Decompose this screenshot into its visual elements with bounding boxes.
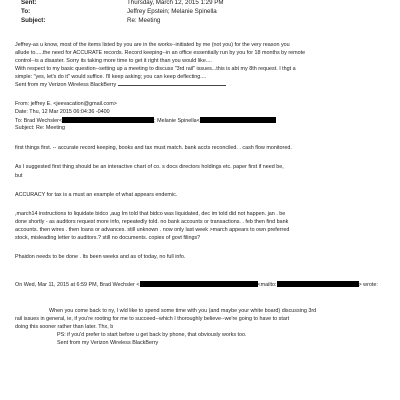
quote-line: PS: if you'd prefer to start before u get back by phone, that obviously works too. bbox=[57, 332, 247, 338]
reply-line: simple: "yes, let's do it" would suffice. I'll keep asking; you can keep deflecting.... bbox=[15, 74, 207, 80]
quote-line: Sent from my Verizon Wireless BlackBerry bbox=[57, 340, 159, 346]
fwd-subject: Subject: Re: Meeting bbox=[15, 125, 66, 131]
subject-label: Subject: bbox=[21, 17, 46, 24]
fwd-to-mid: ; Melanie Spinella< bbox=[154, 118, 200, 124]
redaction-block bbox=[62, 117, 154, 123]
fwd-to bbox=[15, 117, 276, 125]
sent-label: Sent: bbox=[21, 0, 37, 6]
sent-value: Thursday, March 12, 2015 1:29 PM bbox=[127, 0, 224, 6]
subject-value: Re: Meeting bbox=[127, 17, 161, 24]
body-line: ACCURACY for tax is a must an example of what appears endemic. bbox=[15, 192, 178, 198]
signature-line bbox=[15, 82, 226, 89]
fwd-date: Date: Thu, 12 Mar 2015 06:04:36 -0400 bbox=[15, 109, 110, 115]
signature-text: Sent from my Verizon Wireless BlackBerry bbox=[15, 82, 117, 88]
body-line: stock, misleading letter to auditors.? still no documents. copies of govt filings? bbox=[15, 235, 201, 241]
to-value: Jeffrey Epstein; Melanie Spinella bbox=[127, 8, 217, 15]
body-line: As I suggested first thing should be an interactive chart of co. s docs directors holdings etc. paper first if need be, bbox=[15, 164, 284, 170]
body-line: first things first. -- accurate record keeping, books and tax must match. bank accts reconciled. . cash flow monitored. bbox=[15, 145, 292, 151]
quote-header-suffix: > wrote: bbox=[358, 282, 378, 288]
quote-line: When you come back to ny, I wld like to spend some time with you (and maybe your white board) discussing 3rd bbox=[49, 308, 317, 314]
reply-line: Jeffrey-as u know, most of the items listed by you are in the works--initiated by me (not you) for the very reason you bbox=[15, 42, 290, 48]
body-line: ,march14 instructions to liquidate bidco ,aug Im told that bidco was liquidated, dec im told did not happen. jan . be bbox=[15, 211, 286, 217]
fwd-from: From: jeffrey E. <jeevacation@gmail.com> bbox=[15, 101, 117, 107]
signature-rule bbox=[118, 85, 226, 86]
fwd-to-prefix: To: Brad Wechsler< bbox=[15, 118, 63, 124]
quote-header bbox=[15, 281, 378, 289]
reply-line: With respect to my basic question--setting up a meeting to discuss "3rd rail" issues...this is abt my 8th request. I thgt a bbox=[15, 66, 296, 72]
redaction-block bbox=[140, 281, 258, 287]
quote-header-mailto: <mailto: bbox=[257, 282, 277, 288]
body-line: accounts. then wires . then loans or advances. still unknown . now only last week >march appears to own preferred bbox=[15, 227, 290, 233]
reply-line: allude to.....the need for ACCURATE records. Record keeping--in an office essentially run by you for 18 months by remote bbox=[15, 50, 306, 56]
body-line: but bbox=[15, 173, 23, 179]
redaction-block bbox=[200, 117, 276, 123]
body-line: done shortly - as auditors request more info, repeatedly told. no bank accounts or transactions. . feb then find bank bbox=[15, 219, 289, 225]
body-line: Phaidon needs to be done . Its been weeks and as of today, no full info. bbox=[15, 254, 186, 260]
quote-header-prefix: On Wed, Mar 11, 2015 at 6:59 PM, Brad Wechsler < bbox=[15, 282, 140, 288]
redaction-block bbox=[277, 281, 359, 287]
quote-line: rail issues in general, ie, if you're rooting for me to succeed--which I thoroughly believe--we're going to have to start bbox=[15, 316, 290, 322]
to-label: To: bbox=[21, 8, 31, 15]
reply-line: control--is a disaster. Sorry its taking more time to get it right than you would like.... bbox=[15, 58, 212, 64]
quote-line: doing this sooner rather than later. Thx, b bbox=[15, 324, 114, 330]
